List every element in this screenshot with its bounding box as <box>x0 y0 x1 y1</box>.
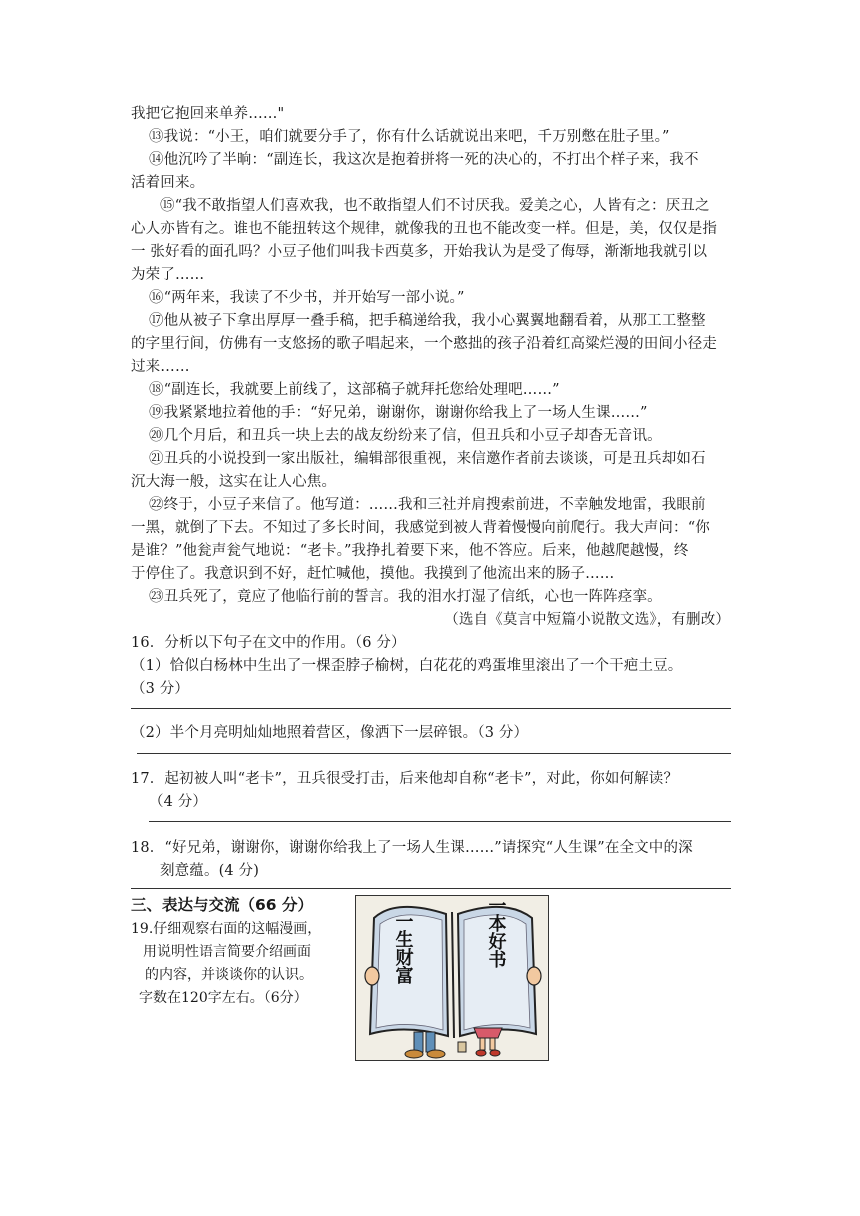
question-18: 18．“好兄弟，谢谢你，谢谢你给我上了一场人生课……”请探究“人生课”在全文中的深 <box>131 840 693 856</box>
story-line: ⑮“我不敢指望人们喜欢我，也不敢指望人们不讨厌我。爱美之心，人皆有之：厌丑之 <box>160 198 710 214</box>
story-line: 沉大海一般，这实在让人心焦。 <box>131 474 337 490</box>
left-page-text: 一生财富 <box>392 912 414 984</box>
section-heading: 三、表达与交流（66 分） <box>131 896 313 914</box>
story-line: ⑯“两年来，我读了不少书，并开始写一部小说。” <box>149 290 465 306</box>
question-16-1: （1）恰似白杨林中生出了一棵歪脖子榆树，白花花的鸡蛋堆里滚出了一个干疤土豆。 <box>131 658 683 674</box>
story-line: ⑬我说：“小王，咱们就要分手了，你有什么话就说出来吧，千万别憋在肚子里。” <box>149 129 670 145</box>
story-line: 一黑，就倒了下去。不知过了多长时间，我感觉到被人背着慢慢向前爬行。我大声问：“你 <box>131 520 710 536</box>
answer-line <box>131 708 731 709</box>
question-16: 16．分析以下句子在文中的作用。（6 分） <box>131 635 406 651</box>
open-book-icon <box>356 896 549 1061</box>
story-line: ⑳几个月后，和丑兵一块上去的战友纷纷来了信，但丑兵和小豆子却杳无音讯。 <box>149 428 662 444</box>
question-16-2: （2）半个月亮明灿灿地照着营区，像洒下一层碎银。（3 分） <box>131 725 529 741</box>
question-16-1-score: （3 分） <box>131 681 190 697</box>
story-line: 一 张好看的面孔吗？小豆子他们叫我卡西莫多，开始我认为是受了侮辱，渐渐地我就引以 <box>131 244 708 260</box>
story-line: ⑲我紧紧地拉着他的手：“好兄弟，谢谢你，谢谢你给我上了一场人生课……” <box>149 405 648 421</box>
question-17: 17．起初被人叫“老卡”，丑兵很受打击，后来他却自称“老卡”，对此，你如何解读？ <box>131 771 679 787</box>
answer-line <box>149 821 731 822</box>
question-19-line: 用说明性语言简要介绍画面 <box>143 944 311 960</box>
story-line: ㉓丑兵死了，竟应了他临行前的誓言。我的泪水打湿了信纸，心也一阵阵痉挛。 <box>149 589 662 605</box>
story-line: 是谁？”他瓮声瓮气地说：“老卡。”我挣扎着要下来，他不答应。后来，他越爬越慢，终 <box>131 543 689 559</box>
story-line: ⑰他从被子下拿出厚厚一叠手稿，把手稿递给我，我小心翼翼地翻看着，从那工工整整 <box>149 313 706 329</box>
story-line: 活着回来。 <box>131 175 205 191</box>
source-citation: （选自《莫言中短篇小说散文选》，有删改） <box>444 612 730 628</box>
story-line: 为荣了…… <box>131 267 205 283</box>
story-line: ⑭他沉吟了半晌：“副连长，我这次是抱着拼将一死的决心的，不打出个样子来，我不 <box>149 152 699 168</box>
story-line: 心人亦皆有之。谁也不能扭转这个规律，就像我的丑也不能改变一样。但是，美，仅仅是指 <box>131 221 717 237</box>
right-page-text: 一本好书 <box>485 896 507 968</box>
story-line: 于停住了。我意识到不好，赶忙喊他，摸他。我摸到了他流出来的肠子…… <box>131 566 615 582</box>
story-line: ㉑丑兵的小说投到一家出版社，编辑部很重视，来信邀作者前去谈谈，可是丑兵却如石 <box>149 451 706 467</box>
story-line: 我把它抱回来单养……" <box>131 106 285 122</box>
story-line: 的字里行间，仿佛有一支悠扬的歌子唱起来，一个憨拙的孩子沿着红高粱烂漫的田间小径走 <box>131 336 717 352</box>
story-line: ⑱“副连长，我就要上前线了，这部稿子就拜托您给处理吧……” <box>149 382 560 398</box>
question-18-cont: 刻意蕴。(4 分) <box>160 863 259 879</box>
answer-line <box>137 753 731 754</box>
question-19-line: 的内容，并谈谈你的认识。 <box>145 967 313 983</box>
answer-line <box>131 888 731 889</box>
question-17-score: （4 分） <box>149 794 208 810</box>
story-line: 过来…… <box>131 359 190 375</box>
question-19-line: 字数在120字左右。（6分） <box>139 990 308 1006</box>
story-line: ㉒终于，小豆子来信了。他写道：……我和三社并肩搜索前进，不幸触发地雷，我眼前 <box>149 497 706 513</box>
book-cartoon-image <box>355 895 549 1061</box>
question-19-line: 19.仔细观察右面的这幅漫画， <box>131 921 322 937</box>
